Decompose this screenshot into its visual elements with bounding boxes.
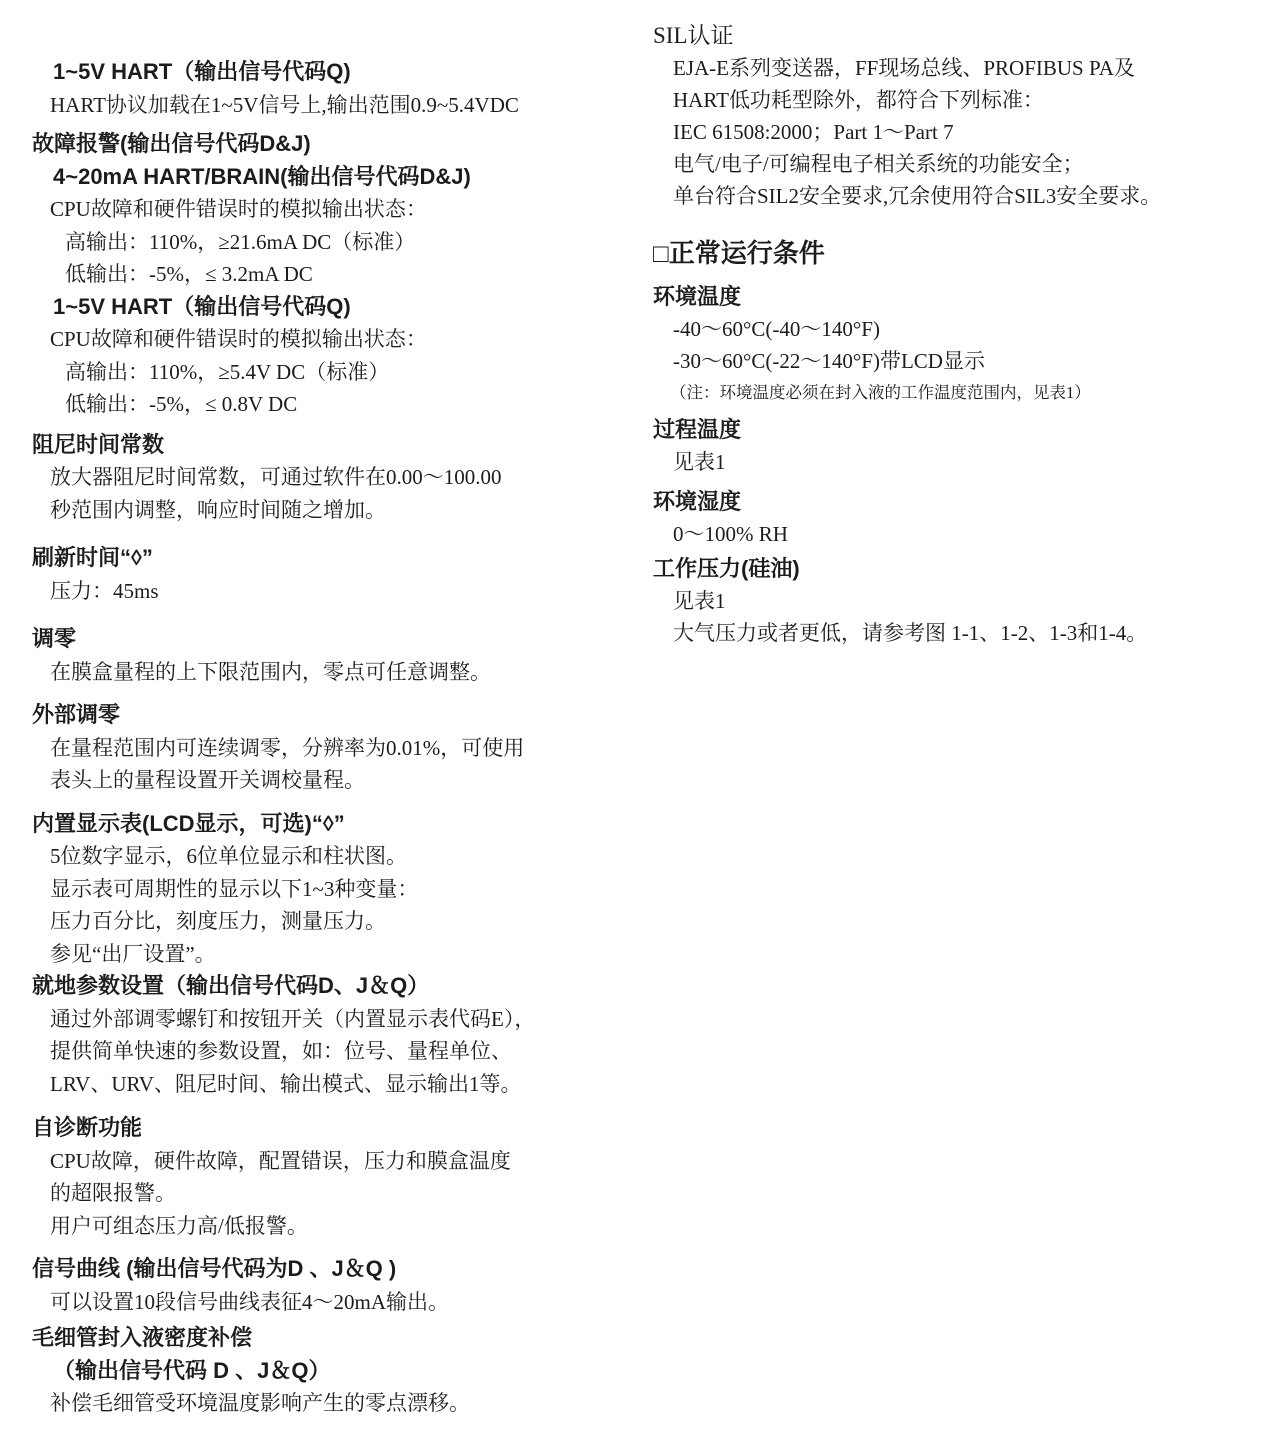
body-line: HART协议加载在1~5V信号上,输出范围0.9~5.4VDC xyxy=(50,92,519,117)
body-line: 高输出：110%，≥5.4V DC（标准） xyxy=(65,359,390,384)
body-line: 在膜盒量程的上下限范围内，零点可任意调整。 xyxy=(50,659,491,684)
heading-signal-characterizer: 信号曲线 (输出信号代码为D 、J＆Q ) xyxy=(32,1256,397,1281)
body-line: 用户可组态压力高/低报警。 xyxy=(50,1213,308,1238)
heading-zero-adjustment: 调零 xyxy=(32,626,77,651)
body-line: 见表1 xyxy=(673,450,726,474)
body-line: 高输出：110%，≥21.6mA DC（标准） xyxy=(65,229,416,254)
heading-update-time: 刷新时间“◊” xyxy=(32,545,153,570)
heading-1-5v-hart-alarm: 1~5V HART（输出信号代码Q) xyxy=(53,293,351,319)
column-left xyxy=(32,56,637,1420)
body-line: -30～60°C(-22～140°F)带LCD显示 xyxy=(673,349,985,373)
body-line: CPU故障和硬件错误时的模拟输出状态： xyxy=(50,327,427,351)
body-line: 电气/电子/可编程电子相关系统的功能安全； xyxy=(673,152,1084,176)
body-line: 低输出：-5%，≤ 3.2mA DC xyxy=(65,262,313,286)
body-line: LRV、URV、阻尼时间、输出模式、显示输出1等。 xyxy=(50,1071,522,1096)
heading-integral-indicator: 内置显示表(LCD显示，可选)“◊” xyxy=(32,810,345,836)
body-line: 显示表可周期性的显示以下1~3种变量： xyxy=(50,876,419,901)
body-line: 放大器阻尼时间常数，可通过软件在0.00～100.00 xyxy=(50,465,502,489)
heading-external-zero-adjustment: 外部调零 xyxy=(32,702,121,727)
body-line: EJA-E系列变送器，FF现场总线、PROFIBUS PA及 xyxy=(673,56,1135,80)
heading-ambient-humidity: 环境湿度 xyxy=(653,489,742,514)
heading-damping-time-constant: 阻尼时间常数 xyxy=(32,431,165,457)
body-line: 通过外部调零螺钉和按钮开关（内置显示表代码E）， xyxy=(50,1006,536,1031)
body-line: CPU故障，硬件故障，配置错误，压力和膜盒温度 xyxy=(50,1148,511,1173)
body-line: 大气压力或者更低，请参考图 1-1、1-2、1-3和1-4。 xyxy=(673,621,1148,645)
body-line: 的超限报警。 xyxy=(50,1181,176,1205)
heading-4-20ma-hart-brain: 4~20mA HART/BRAIN(输出信号代码D&J) xyxy=(53,163,471,189)
body-line: 见表1 xyxy=(673,589,726,613)
heading-ambient-temperature: 环境温度 xyxy=(653,284,742,309)
note-line: （注：环境温度必须在封入液的工作温度范围内，见表1） xyxy=(670,383,1091,402)
body-line: IEC 61508:2000；Part 1～Part 7 xyxy=(673,120,954,144)
body-line: 压力百分比，刻度压力，测量压力。 xyxy=(50,909,386,933)
heading-1-5v-hart: 1~5V HART（输出信号代码Q) xyxy=(53,59,351,84)
heading-capillary-output-signal-codes: （输出信号代码 D 、J＆Q） xyxy=(53,1357,331,1383)
body-line: 秒范围内调整，响应时间随之增加。 xyxy=(50,497,386,522)
body-line: CPU故障和硬件错误时的模拟输出状态： xyxy=(50,197,427,221)
body-line: 单台符合SIL2安全要求,冗余使用符合SIL3安全要求。 xyxy=(673,184,1162,208)
body-line: 在量程范围内可连续调零，分辨率为0.01%，可使用 xyxy=(50,735,525,760)
heading-sil-certification: SIL认证 xyxy=(653,23,734,48)
heading-local-parameter-setting: 就地参数设置（输出信号代码D、J＆Q） xyxy=(32,973,430,998)
body-line: 低输出：-5%，≤ 0.8V DC xyxy=(65,392,298,416)
heading-process-temperature: 过程温度 xyxy=(653,417,742,442)
heading-working-pressure: 工作压力(硅油) xyxy=(653,556,800,581)
body-line: -40～60°C(-40～140°F) xyxy=(673,317,880,341)
heading-self-diagnostics: 自诊断功能 xyxy=(32,1115,143,1140)
section-normal-operating-conditions: □正常运行条件 xyxy=(653,238,825,268)
body-line: 0～100% RH xyxy=(673,522,788,546)
column-right xyxy=(653,20,1265,649)
heading-capillary-fill-fluid-density-compensation: 毛细管封入液密度补偿 xyxy=(32,1325,253,1350)
body-line: 参见“出厂设置”。 xyxy=(50,941,216,966)
body-line: HART低功耗型除外，都符合下列标准： xyxy=(673,88,1044,112)
body-line: 补偿毛细管受环境温度影响产生的零点漂移。 xyxy=(50,1391,470,1415)
body-line: 提供简单快速的参数设置，如：位号、量程单位、 xyxy=(50,1039,512,1063)
body-line: 可以设置10段信号曲线表征4～20mA输出。 xyxy=(50,1289,449,1314)
body-line: 表头上的量程设置开关调校量程。 xyxy=(50,768,365,792)
body-line: 压力：45ms xyxy=(50,578,159,603)
heading-fault-alarm: 故障报警(输出信号代码D&J) xyxy=(32,131,311,156)
body-line: 5位数字显示，6位单位显示和柱状图。 xyxy=(50,844,407,868)
